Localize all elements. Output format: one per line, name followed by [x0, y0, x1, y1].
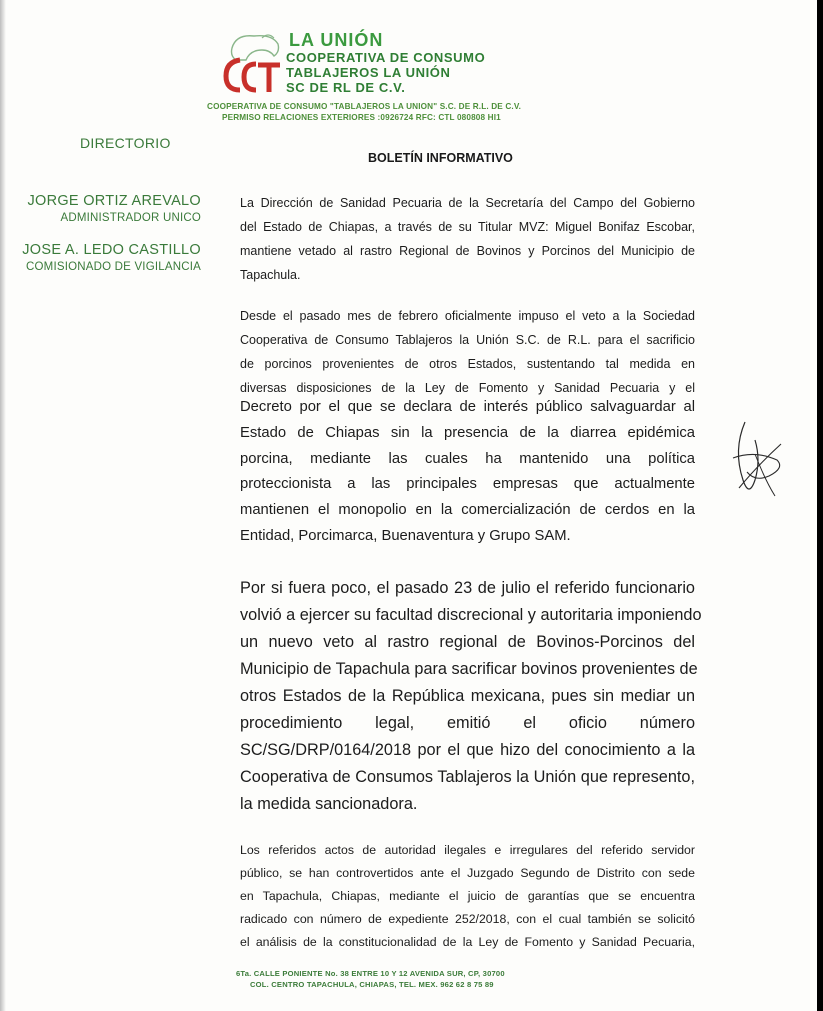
text-line: Entidad, Porcimarca, Buenaventura y Grupo SAM.: [240, 527, 571, 544]
brand-line-2: TABLAJEROS LA UNIÓN: [286, 65, 451, 80]
paragraph-1: [240, 191, 695, 287]
text-line: un nuevo veto al rastro regional de Bovinos-Porcinos del: [240, 633, 695, 651]
text-line: La Dirección de Sanidad Pecuaria de la Secretaría del Campo del Gobierno: [240, 196, 695, 210]
legal-line-1: COOPERATIVA DE CONSUMO "TABLAJEROS LA UNION" S.C. DE R.L. DE C.V.: [207, 102, 522, 111]
brand-line-3: SC DE RL DE C.V.: [286, 80, 406, 95]
paragraph-2: [240, 304, 695, 400]
text-line: proteccionista a las principales empresas que actualmente: [240, 476, 695, 493]
page-edge-shadow: [0, 0, 6, 1011]
text-line: radicado con número de expediente 252/2018, con el cual también se solicitó: [240, 912, 695, 926]
bulletin-title: BOLETÍN INFORMATIVO: [368, 151, 513, 165]
text-line: Cooperativa de Consumo Tablajeros la Unión S.C. de R.L. para el sacrificio: [240, 333, 695, 347]
director-name-1: JORGE ORTIZ AREVALO: [27, 193, 201, 209]
text-line: mantiene vetado al rastro Regional de Bovinos y Porcinos del Municipio de: [240, 244, 695, 258]
text-line: volvió a ejercer su facultad discrecional y autoritaria imponiendo: [240, 606, 702, 624]
text-line: público, se han controvertidos ante el Juzgado Segundo de Distrito con sede: [240, 866, 695, 880]
directory-heading: DIRECTORIO: [80, 135, 171, 151]
legal-line-2: PERMISO RELACIONES EXTERIORES :0926724 RFC: CTL 080808 HI1: [222, 113, 501, 122]
text-line: Tapachula.: [240, 268, 301, 282]
text-line: Los referidos actos de autoridad ilegales e irregulares del referido servidor: [240, 843, 695, 857]
paragraph-4: [240, 839, 695, 954]
text-line: la medida sancionadora.: [240, 795, 418, 813]
text-line: Cooperativa de Consumos Tablajeros la Unión que represento,: [240, 768, 695, 786]
text-line: procedimiento legal, emitió el oficio número: [240, 714, 695, 732]
brand-title: LA UNIÓN: [289, 30, 384, 50]
footer-address-2: COL. CENTRO TAPACHULA, CHIAPAS, TEL. MEX. 962 62 8 75 89: [250, 980, 494, 989]
text-line: SC/SG/DRP/0164/2018 por el que hizo del conocimiento a la: [240, 741, 695, 759]
text-line: porcina, mediante las cuales ha mantenido una política: [240, 450, 695, 467]
text-line: de porcinos provenientes de otros Estados, sustentando tal medida en: [240, 357, 695, 371]
text-line: diversas disposiciones de la Ley de Fomento y Sanidad Pecuaria y el: [240, 381, 695, 395]
handwritten-signature: [725, 410, 790, 510]
footer-address-1: 6Ta. CALLE PONIENTE No. 38 ENTRE 10 Y 12 AVENIDA SUR, CP, 30700: [236, 969, 505, 978]
text-line: del Estado de Chiapas, a través de su Titular MVZ: Miguel Bonifaz Escobar,: [240, 220, 695, 234]
text-line: en Tapachula, Chiapas, mediante el juicio de garantías que se encuentra: [240, 889, 695, 903]
brand-line-1: COOPERATIVA DE CONSUMO: [286, 50, 486, 65]
text-line: Estado de Chiapas sin la presencia de la diarrea epidémica: [240, 424, 695, 441]
paragraph-2-continued: [240, 395, 695, 550]
text-line: mantienen el monopolio en la comercialización de cerdos en la: [240, 502, 695, 519]
cooperative-logo: [222, 30, 284, 96]
text-line: Desde el pasado mes de febrero oficialmente impuso el veto a la Sociedad: [240, 309, 695, 323]
text-line: otros Estados de la República mexicana, pues sin mediar un: [240, 687, 695, 705]
director-role-1: ADMINISTRADOR UNICO: [60, 212, 201, 224]
director-role-2: COMISIONADO DE VIGILANCIA: [26, 261, 201, 273]
paragraph-3: [240, 575, 702, 818]
text-line: Decreto por el que se declara de interés público salvaguardar al: [240, 399, 695, 415]
text-line: Por si fuera poco, el pasado 23 de julio el referido funcionario: [240, 579, 695, 597]
text-line: el análisis de la constitucionalidad de la Ley de Fomento y Sanidad Pecuaria,: [240, 935, 695, 949]
director-name-2: JOSE A. LEDO CASTILLO: [22, 242, 201, 258]
text-line: Municipio de Tapachula para sacrificar bovinos provenientes de: [240, 660, 698, 678]
